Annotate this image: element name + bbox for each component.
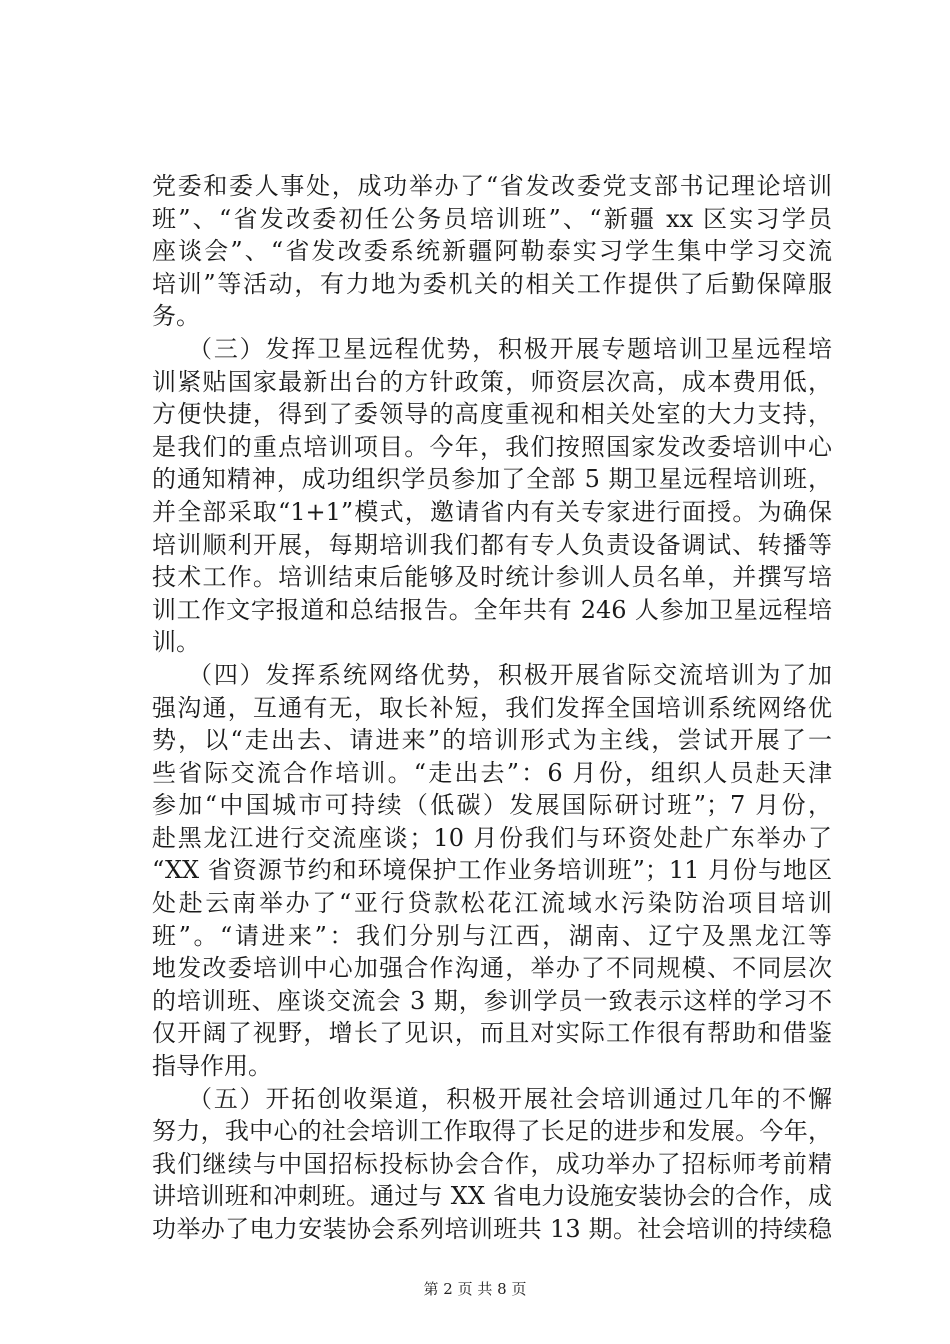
text-line: 方便快捷，得到了委领导的高度重视和相关处室的大力支持， [152, 400, 832, 429]
text-line: 功举办了电力安装协会系列培训班共 13 期。社会培训的持续稳 [152, 1215, 832, 1243]
text-line: （三）发挥卫星远程优势，积极开展专题培训卫星远程培 [188, 334, 832, 363]
text-line: 处赴云南举办了“亚行贷款松花江流域水污染防治项目培训 [152, 889, 832, 918]
text-line: 参加“中国城市可持续（低碳）发展国际研讨班”；7 月份， [152, 791, 832, 820]
text-line: 我们继续与中国招标投标协会合作，成功举办了招标师考前精 [152, 1149, 832, 1178]
text-line: 的培训班、座谈交流会 3 期，参训学员一致表示这样的学习不 [152, 986, 832, 1015]
text-line: 班”。“请进来”：我们分别与江西，湖南、辽宁及黑龙江等 [152, 921, 832, 950]
text-line: 务。 [152, 302, 200, 331]
text-line: （五）开拓创收渠道，积极开展社会培训通过几年的不懈 [188, 1084, 832, 1113]
text-line: 的通知精神，成功组织学员参加了全部 5 期卫星远程培训班， [152, 465, 832, 494]
text-line: 训紧贴国家最新出台的方针政策，师资层次高，成本费用低， [152, 367, 832, 396]
text-line: （四）发挥系统网络优势，积极开展省际交流培训为了加 [188, 660, 832, 689]
text-line: 是我们的重点培训项目。今年，我们按照国家发改委培训中心 [152, 432, 832, 461]
text-line: 培训顺利开展，每期培训我们都有专人负责设备调试、转播等 [152, 530, 832, 559]
text-line: 并全部采取“1+1”模式，邀请省内有关专家进行面授。为确保 [152, 497, 832, 526]
text-line: 地发改委培训中心加强合作沟通，举办了不同规模、不同层次 [152, 954, 832, 983]
text-line: 些省际交流合作培训。“走出去”：6 月份，组织人员赴天津 [152, 758, 832, 787]
text-line: 讲培训班和冲刺班。通过与 XX 省电力设施安装协会的合作，成 [152, 1182, 832, 1211]
text-line: 技术工作。培训结束后能够及时统计参训人员名单，并撰写培 [152, 563, 832, 592]
document-body [152, 170, 832, 1246]
text-line: 班”、“省发改委初任公务员培训班”、“新疆 xx 区实习学员 [152, 204, 832, 233]
text-line: 指导作用。 [152, 1052, 272, 1081]
text-line: “XX 省资源节约和环境保护工作业务培训班”；11 月份与地区 [152, 856, 832, 885]
text-line: 努力，我中心的社会培训工作取得了长足的进步和发展。今年， [152, 1117, 832, 1146]
text-line: 座谈会”、“省发改委系统新疆阿勒泰实习学生集中学习交流 [152, 237, 832, 266]
text-line: 训。 [152, 628, 200, 657]
text-line: 培训”等活动，有力地为委机关的相关工作提供了后勤保障服 [152, 269, 832, 298]
text-line: 党委和委人事处，成功举办了“省发改委党支部书记理论培训 [152, 172, 832, 200]
page-footer: 第 2 页 共 8 页 [423, 1280, 527, 1298]
text-line: 强沟通，互通有无，取长补短，我们发挥全国培训系统网络优 [152, 693, 832, 722]
text-line: 仅开阔了视野，增长了见识，而且对实际工作很有帮助和借鉴 [152, 1019, 832, 1048]
text-line: 赴黑龙江进行交流座谈；10 月份我们与环资处赴广东举办了 [152, 823, 832, 852]
text-line: 训工作文字报道和总结报告。全年共有 246 人参加卫星远程培 [152, 595, 832, 624]
text-line: 势，以“走出去、请进来”的培训形式为主线，尝试开展了一 [152, 726, 832, 755]
